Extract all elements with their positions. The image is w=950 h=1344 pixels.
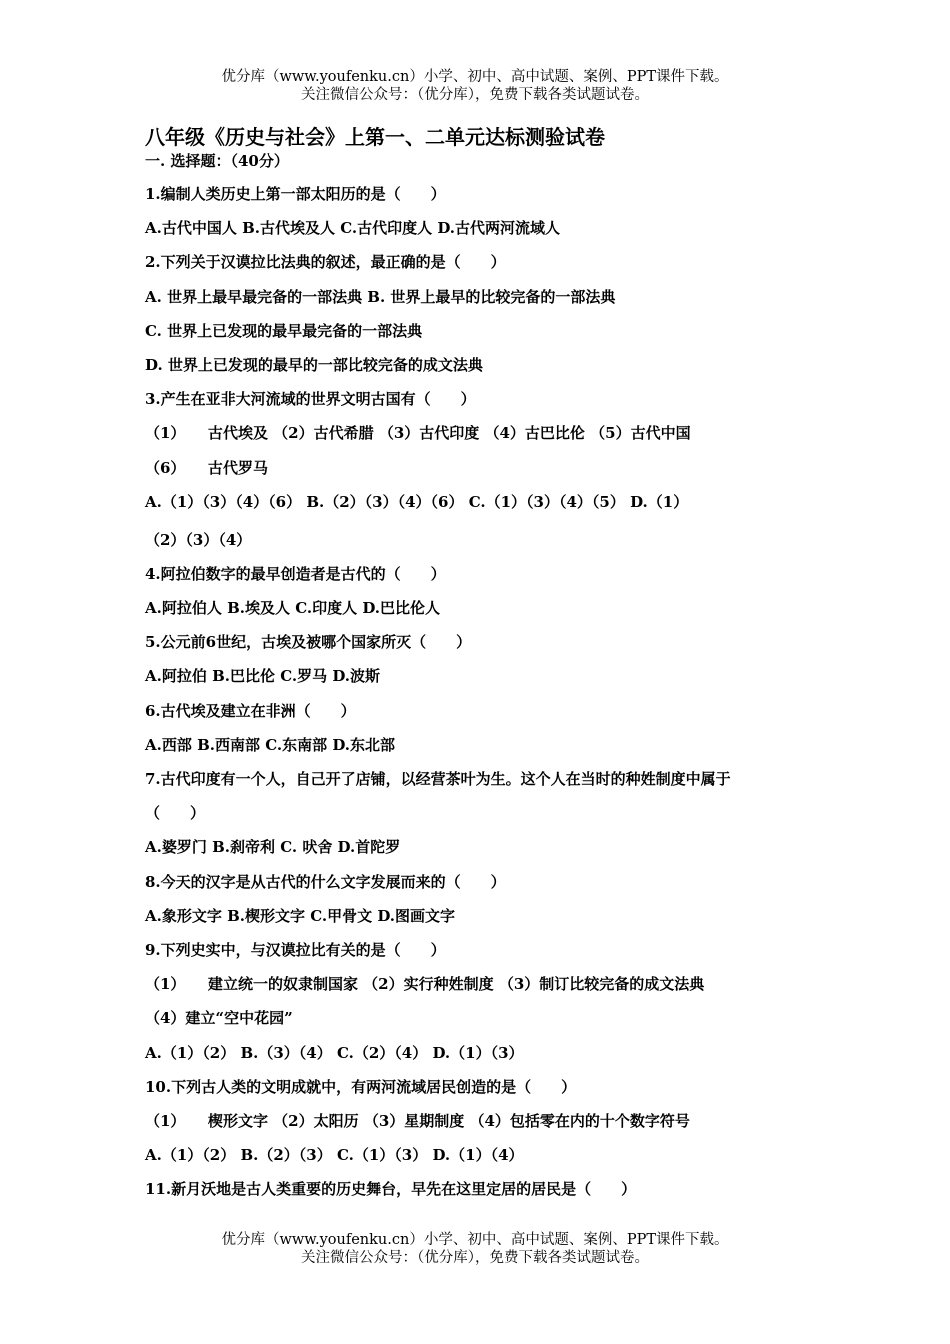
page-header bbox=[0, 68, 950, 104]
question-6-options: A.西部 B.西南部 C.东南部 D.东北部 bbox=[145, 735, 396, 754]
page-footer bbox=[0, 1231, 950, 1267]
question-2-option-ab: A. 世界上最早最完备的一部法典 B. 世界上最早的比较完备的一部法典 bbox=[145, 287, 616, 306]
exam-body bbox=[145, 124, 815, 1213]
question-5: 5.公元前6世纪，古埃及被哪个国家所灭（ ） bbox=[145, 633, 472, 652]
footer-line-2: 关注微信公众号：（优分库），免费下载各类试题试卷。 bbox=[301, 1250, 649, 1266]
exam-title: 八年级《历史与社会》上第一、二单元达标测验试卷 bbox=[145, 125, 605, 149]
question-5-options: A.阿拉伯 B.巴比伦 C.罗马 D.波斯 bbox=[145, 667, 381, 686]
question-7: 7.古代印度有一个人，自己开了店铺，以经营茶叶为生。这个人在当时的种姓制度中属于 bbox=[145, 770, 731, 788]
question-7-cont: （ ） bbox=[145, 804, 206, 823]
question-11: 11.新月沃地是古人类重要的历史舞台，早先在这里定居的居民是（ ） bbox=[145, 1180, 637, 1199]
question-4: 4.阿拉伯数字的最早创造者是古代的（ ） bbox=[145, 564, 446, 583]
question-3-options-cont: （2）（3）（4） bbox=[145, 530, 252, 549]
header-line-2: 关注微信公众号：（优分库），免费下载各类试题试卷。 bbox=[301, 87, 649, 103]
question-10: 10.下列古人类的文明成就中，有两河流域居民创造的是（ ） bbox=[145, 1077, 577, 1096]
question-4-options: A.阿拉伯人 B.埃及人 C.印度人 D.巴比伦人 bbox=[145, 599, 441, 618]
question-9: 9.下列史实中，与汉谟拉比有关的是（ ） bbox=[145, 940, 446, 959]
question-2: 2.下列关于汉谟拉比法典的叙述，最正确的是（ ） bbox=[145, 253, 506, 272]
question-9-items: （1） 建立统一的奴隶制国家 （2）实行种姓制度 （3）制订比较完备的成文法典 bbox=[145, 975, 705, 994]
question-8-options: A.象形文字 B.楔形文字 C.甲骨文 D.图画文字 bbox=[145, 906, 456, 925]
question-6: 6.古代埃及建立在非洲（ ） bbox=[145, 701, 356, 720]
question-10-options: A.（1）（2） B.（2）（3） C.（1）（3） D.（1）（4） bbox=[145, 1146, 524, 1165]
header-line-1: 优分库（www.youfenku.cn）小学、初中、高中试题、案例、PPT课件下载。 bbox=[221, 69, 729, 85]
question-1: 1.编制人类历史上第一部太阳历的是（ ） bbox=[145, 185, 446, 203]
question-2-option-d: D. 世界上已发现的最早的一部比较完备的成文法典 bbox=[145, 355, 483, 374]
question-3: 3.产生在亚非大河流域的世界文明古国有（ ） bbox=[145, 390, 476, 409]
question-7-options: A.婆罗门 B.刹帝利 C. 吠舍 D.首陀罗 bbox=[145, 838, 401, 857]
question-10-items: （1） 楔形文字 （2）太阳历 （3）星期制度 （4）包括零在内的十个数字符号 bbox=[145, 1111, 690, 1130]
question-1-options: A.古代中国人 B.古代埃及人 C.古代印度人 D.古代两河流域人 bbox=[145, 219, 561, 238]
question-3-items: （1） 古代埃及 （2）古代希腊 （3）古代印度 （4）古巴比伦 （5）古代中国 bbox=[145, 424, 691, 443]
section-heading: 一. 选择题：（40分） bbox=[145, 152, 289, 170]
question-2-option-c: C. 世界上已发现的最早最完备的一部法典 bbox=[145, 321, 423, 340]
question-9-items-cont: （4）建立“空中花园” bbox=[145, 1009, 293, 1028]
question-9-options: A.（1）（2） B.（3）（4） C.（2）（4） D.（1）（3） bbox=[145, 1043, 524, 1062]
question-3-options: A.（1）（3）（4）（6） B.（2）（3）（4）（6） C.（1）（3）（4）（5） D.（1） bbox=[145, 492, 689, 511]
question-8: 8.今天的汉字是从古代的什么文字发展而来的（ ） bbox=[145, 872, 506, 891]
question-3-items-cont: （6） 古代罗马 bbox=[145, 458, 268, 477]
footer-line-1: 优分库（www.youfenku.cn）小学、初中、高中试题、案例、PPT课件下载。 bbox=[221, 1232, 729, 1248]
